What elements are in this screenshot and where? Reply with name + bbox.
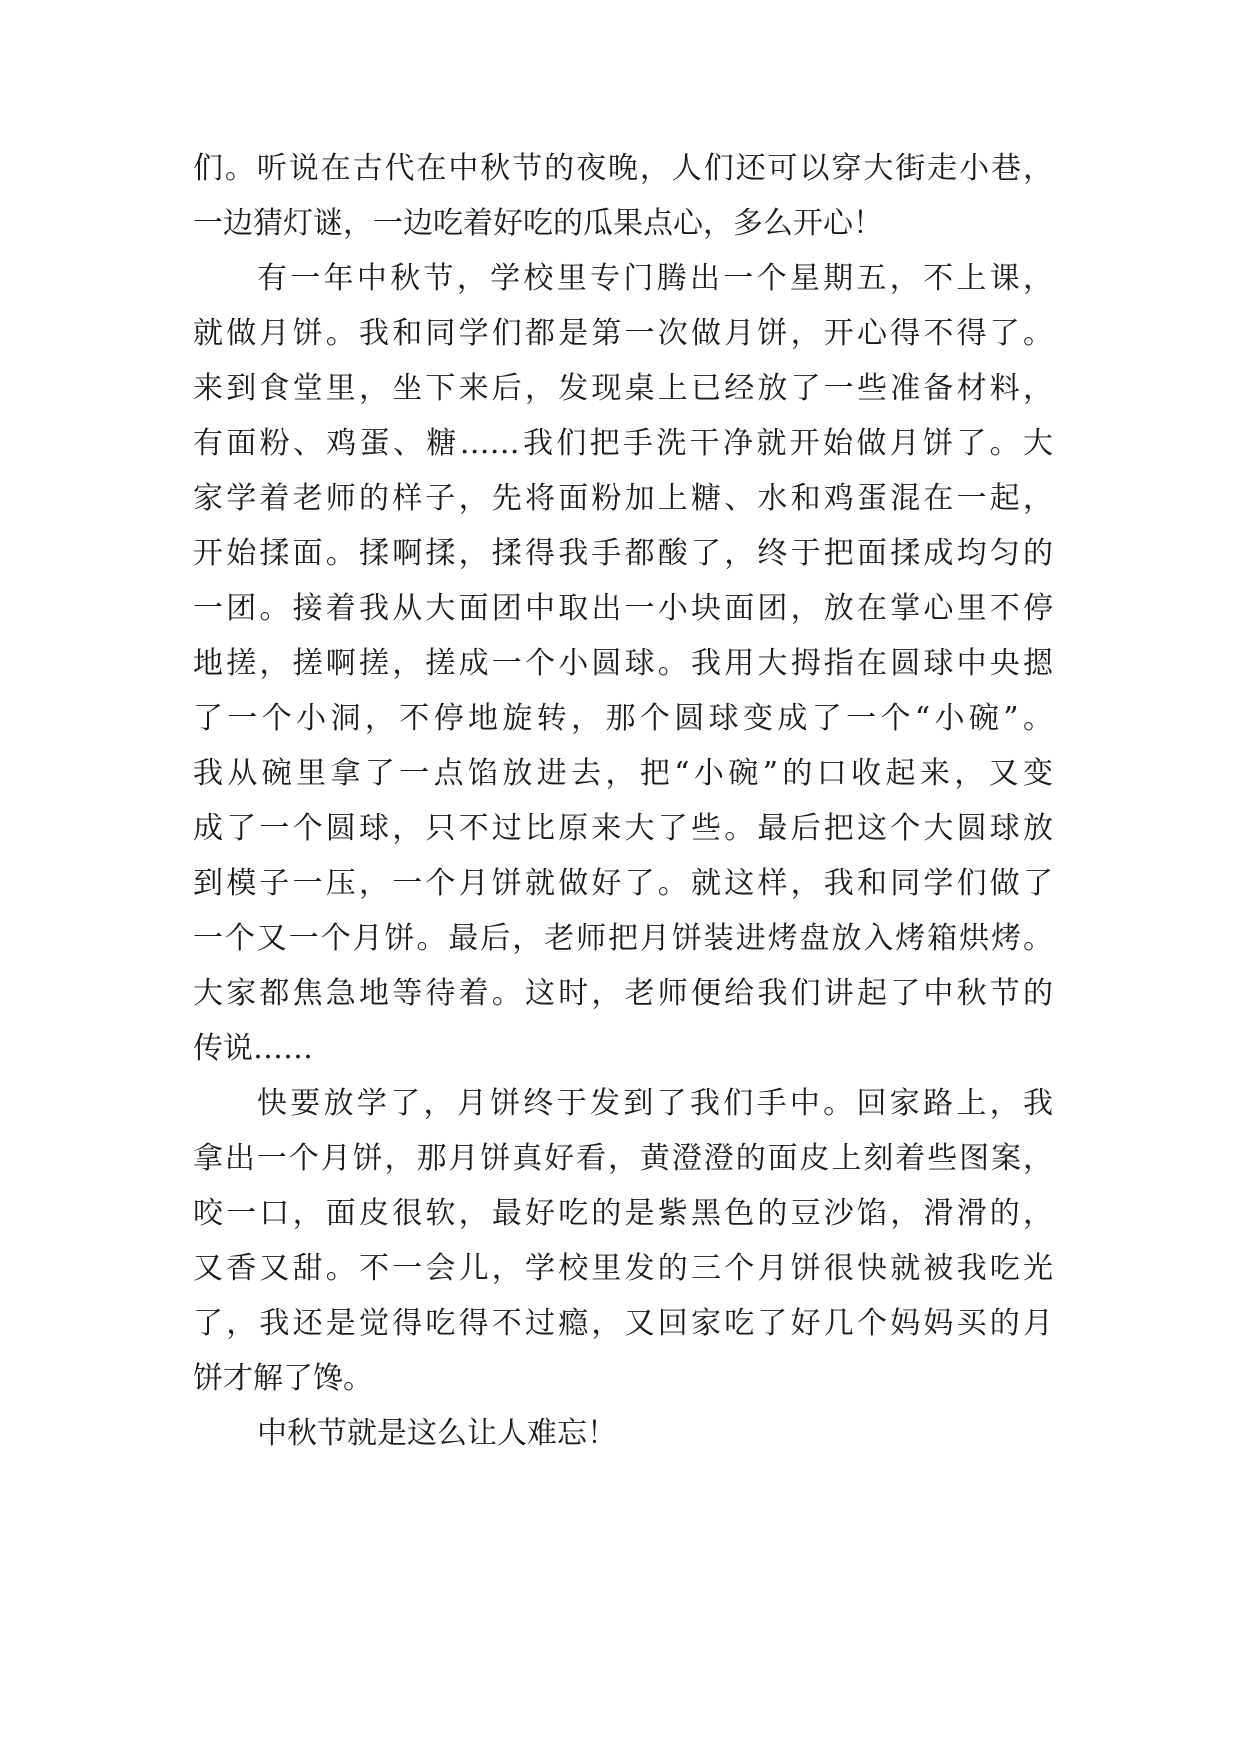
text-line: 就做月饼。我和同学们都是第一次做月饼，开心得不得了。 [193, 316, 1053, 351]
text-line: 一团。接着我从大面团中取出一小块面团，放在掌心里不停 [193, 591, 1053, 626]
text-line: 拿出一个月饼，那月饼真好看，黄澄澄的面皮上刻着些图案， [193, 1141, 1053, 1176]
text-line: 饼才解了馋。 [193, 1361, 373, 1396]
paragraph-first-line: 有一年中秋节，学校里专门腾出一个星期五，不上课， [257, 261, 1053, 296]
text-line: 一边猜灯谜，一边吃着好吃的瓜果点心，多么开心！ [193, 206, 883, 241]
text-line: 一个又一个月饼。最后，老师把月饼装进烤盘放入烤箱烘烤。 [193, 921, 1053, 956]
text-line: 咬一口，面皮很软，最好吃的是紫黑色的豆沙馅，滑滑的， [193, 1196, 1053, 1231]
text-line: 来到食堂里，坐下来后，发现桌上已经放了一些准备材料， [193, 371, 1053, 406]
text-line: 大家都焦急地等待着。这时，老师便给我们讲起了中秋节的 [193, 976, 1053, 1011]
paragraph-first-line: 快要放学了，月饼终于发到了我们手中。回家路上，我 [257, 1086, 1053, 1121]
text-line: 到模子一压，一个月饼就做好了。就这样，我和同学们做了 [193, 866, 1053, 901]
text-line: 地搓，搓啊搓，搓成一个小圆球。我用大拇指在圆球中央摁 [193, 646, 1053, 681]
text-line: 传说…… [193, 1031, 313, 1066]
text-line: 开始揉面。揉啊揉，揉得我手都酸了，终于把面揉成均匀的 [193, 536, 1053, 571]
text-line: 了，我还是觉得吃得不过瘾，又回家吃了好几个妈妈买的月 [193, 1306, 1053, 1341]
text-line: 成了一个圆球，只不过比原来大了些。最后把这个大圆球放 [193, 811, 1053, 846]
text-line: 家学着老师的样子，先将面粉加上糖、水和鸡蛋混在一起， [193, 481, 1053, 516]
text-line: 有面粉、鸡蛋、糖……我们把手洗干净就开始做月饼了。大 [193, 426, 1053, 461]
text-line: 们。听说在古代在中秋节的夜晚，人们还可以穿大街走小巷， [193, 151, 1053, 186]
text-line: 我从碗里拿了一点馅放进去，把“小碗”的口收起来，又变 [193, 756, 1053, 791]
text-line: 了一个小洞，不停地旋转，那个圆球变成了一个“小碗”。 [193, 701, 1053, 736]
paragraph-first-line: 中秋节就是这么让人难忘！ [257, 1416, 617, 1451]
text-line: 又香又甜。不一会儿，学校里发的三个月饼很快就被我吃光 [193, 1251, 1053, 1286]
